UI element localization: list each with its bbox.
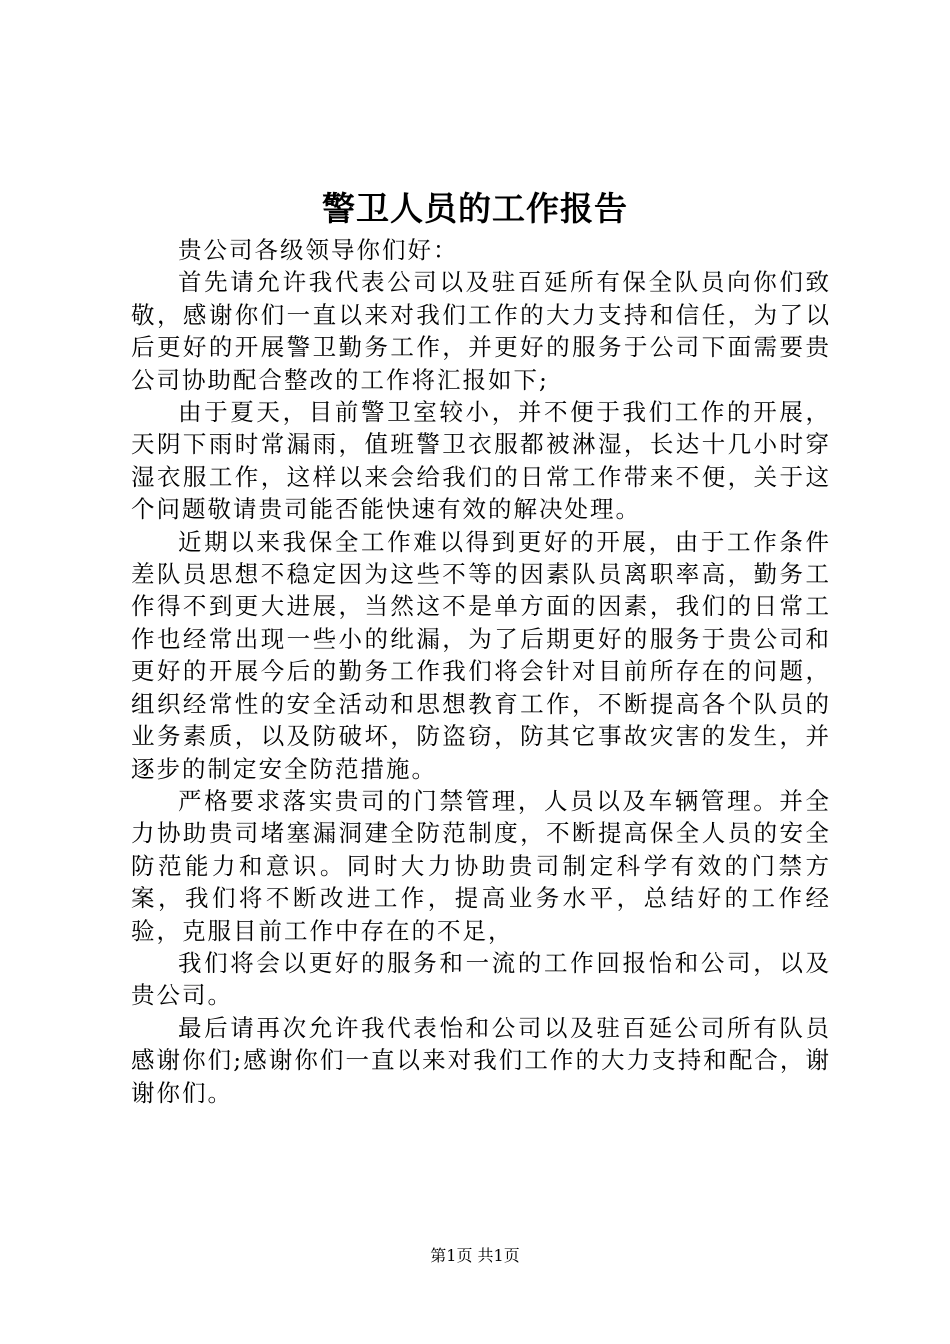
paragraph-greeting: 贵公司各级领导你们好： [178,236,459,264]
paragraph-commitment: 我们将会以更好的服务和一流的工作回报怡和公司，以及贵公司。 [131,948,831,1010]
paragraph-work-conditions: 近期以来我保全工作难以得到更好的开展，由于工作条件差队员思想不稳定因为这些不等的因素队员离职率高，勤务工作得不到更大进展，当然这不是单方面的因素，我们的日常工作也经常出现一些小的纰漏，为了后期更好的服务于贵公司和更好的开展今后的勤务工作我们将会针对目前所存在的问题，组织经常性的安全活动和思想教育工作，不断提高各个队员的业务素质，以及防破坏，防盗窃，防其它事故灾害的发生，并逐步的制定安全防范措施。 [131,527,831,783]
paragraph-intro: 首先请允许我代表公司以及驻百延所有保全队员向你们致敬，感谢你们一直以来对我们工作的大力支持和信任，为了以后更好的开展警卫勤务工作，并更好的服务于公司下面需要贵公司协助配合整改的工作将汇报如下; [131,268,831,394]
paragraph-closing: 最后请再次允许我代表怡和公司以及驻百延公司所有队员感谢你们;感谢你们一直以来对我们工作的大力支持和配合，谢谢你们。 [131,1013,831,1107]
document-title: 警卫人员的工作报告 [322,189,628,228]
page-number-footer: 第1页 共1页 [430,1246,520,1265]
document-body [131,234,831,1109]
paragraph-guard-room: 由于夏天，目前警卫室较小，并不便于我们工作的开展，天阴下雨时常漏雨，值班警卫衣服都被淋湿，长达十几小时穿湿衣服工作，这样以来会给我们的日常工作带来不便，关于这个问题敬请贵司能否能快速有效的解决处理。 [131,398,831,524]
paragraph-access-control: 严格要求落实贵司的门禁管理，人员以及车辆管理。并全力协助贵司堵塞漏洞建全防范制度，不断提高保全人员的安全防范能力和意识。同时大力协助贵司制定科学有效的门禁方案，我们将不断改进工作，提高业务水平，总结好的工作经验，克服目前工作中存在的不足， [131,786,831,945]
